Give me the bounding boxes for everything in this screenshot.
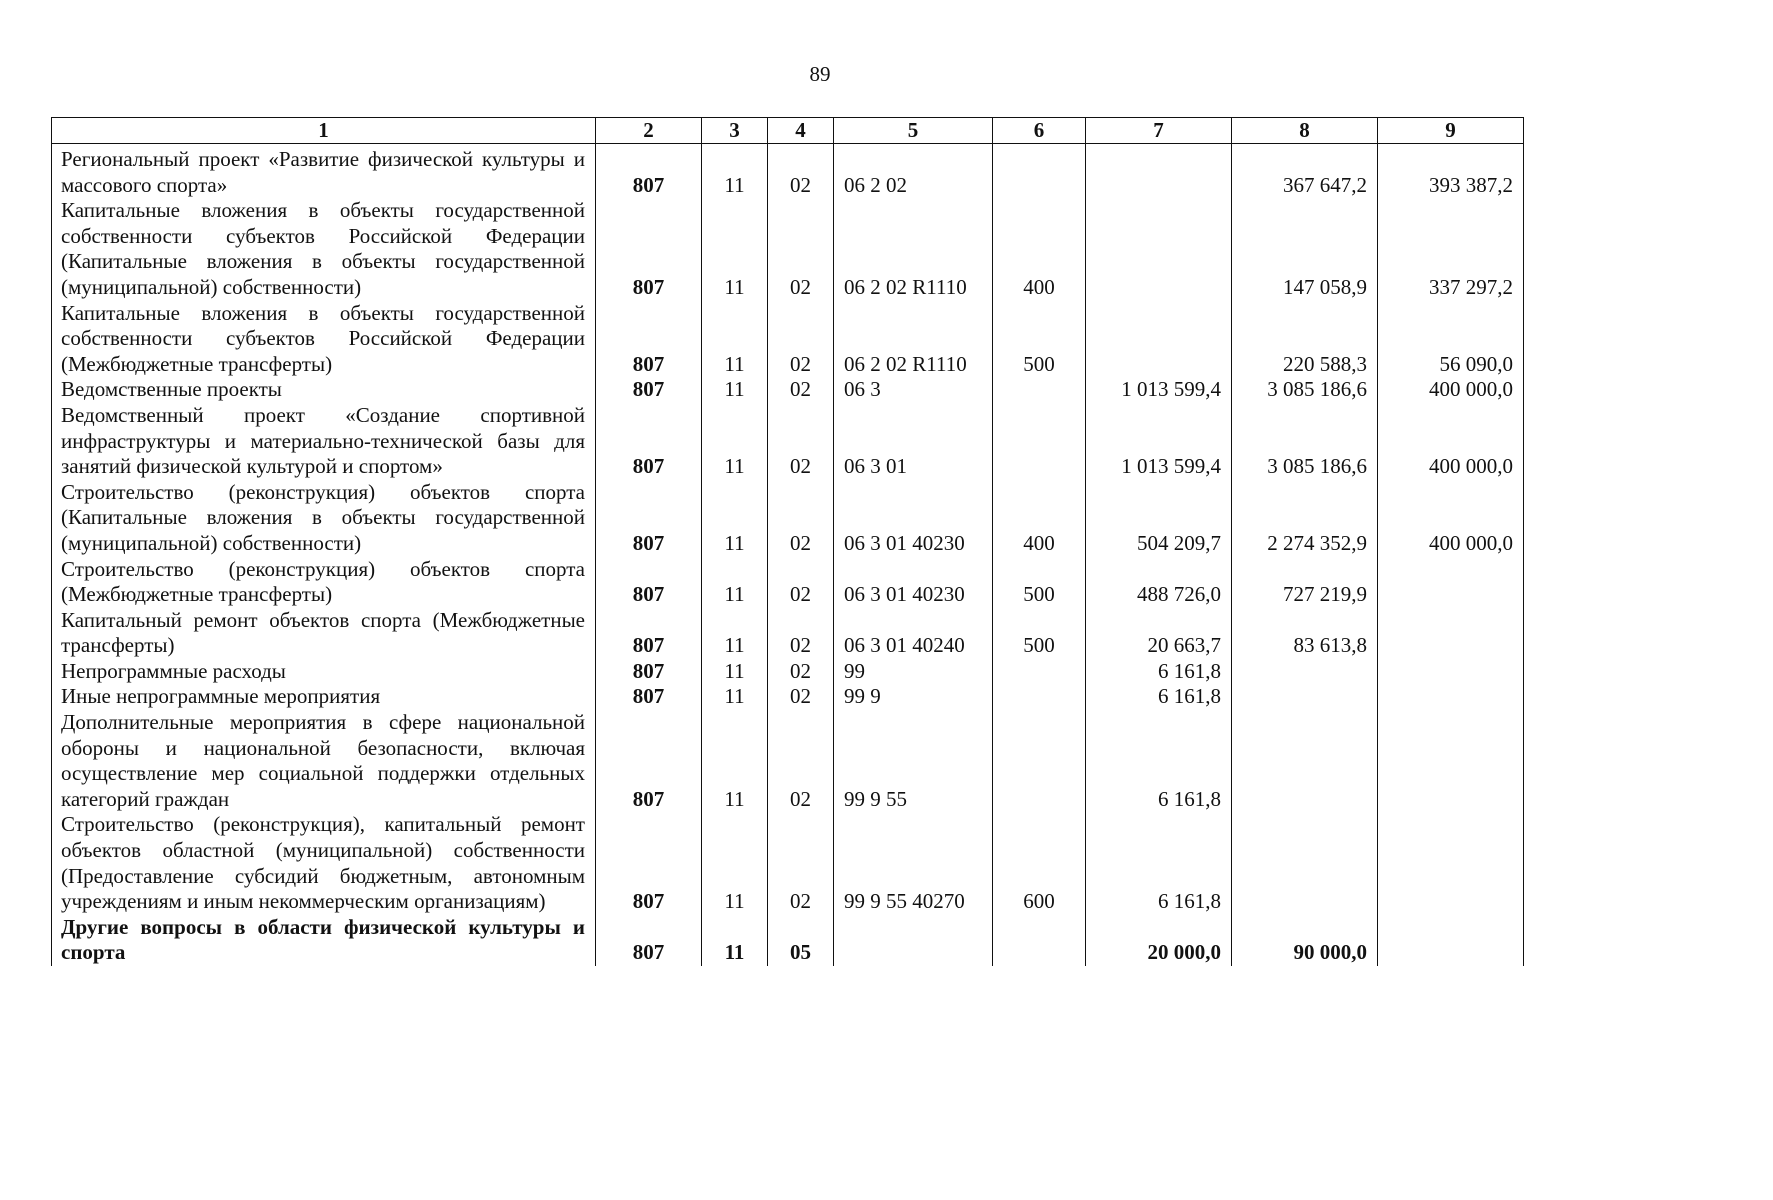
table-row bbox=[52, 480, 1524, 557]
cell-section: 11 bbox=[702, 915, 768, 966]
cell-expense-type bbox=[993, 915, 1086, 966]
cell-amount-col9 bbox=[1378, 812, 1524, 914]
cell-amount-col9: 56 090,0 bbox=[1378, 301, 1524, 378]
column-header: 7 bbox=[1086, 118, 1232, 144]
cell-amount-col7: 20 000,0 bbox=[1086, 915, 1232, 966]
row-name: Капитальные вложения в объекты государственной собственности субъектов Российской Федерации (Межбюджетные трансферты) bbox=[52, 301, 596, 378]
table-row bbox=[52, 198, 1524, 300]
row-name: Строительство (реконструкция) объектов спорта (Капитальные вложения в объекты государственной (муниципальной) собственности) bbox=[52, 480, 596, 557]
cell-amount-col7: 6 161,8 bbox=[1086, 659, 1232, 685]
page-number: 89 bbox=[809, 62, 831, 86]
cell-expense-type: 500 bbox=[993, 557, 1086, 608]
cell-amount-col8: 367 647,2 bbox=[1232, 144, 1378, 199]
table-row bbox=[52, 608, 1524, 659]
table-row bbox=[52, 710, 1524, 812]
table-row bbox=[52, 684, 1524, 710]
cell-target-article: 06 3 01 40240 bbox=[834, 608, 993, 659]
cell-amount-col7 bbox=[1086, 198, 1232, 300]
cell-amount-col9: 337 297,2 bbox=[1378, 198, 1524, 300]
cell-amount-col9 bbox=[1378, 915, 1524, 966]
cell-amount-col7: 6 161,8 bbox=[1086, 710, 1232, 812]
cell-target-article bbox=[834, 915, 993, 966]
row-name: Капитальные вложения в объекты государственной собственности субъектов Российской Федерации (Капитальные вложения в объекты государственной (муниципальной) собственности) bbox=[52, 198, 596, 300]
cell-amount-col8: 3 085 186,6 bbox=[1232, 377, 1378, 403]
cell-target-article: 06 3 01 bbox=[834, 403, 993, 480]
column-header: 5 bbox=[834, 118, 993, 144]
cell-amount-col9 bbox=[1378, 710, 1524, 812]
cell-amount-col8: 147 058,9 bbox=[1232, 198, 1378, 300]
table-row bbox=[52, 915, 1524, 966]
cell-ministry-code: 807 bbox=[596, 684, 702, 710]
row-name: Непрограммные расходы bbox=[52, 659, 596, 685]
cell-amount-col8: 83 613,8 bbox=[1232, 608, 1378, 659]
cell-amount-col9: 400 000,0 bbox=[1378, 403, 1524, 480]
cell-amount-col9: 400 000,0 bbox=[1378, 480, 1524, 557]
cell-ministry-code: 807 bbox=[596, 301, 702, 378]
cell-amount-col8 bbox=[1232, 659, 1378, 685]
row-name: Иные непрограммные мероприятия bbox=[52, 684, 596, 710]
cell-amount-col8 bbox=[1232, 710, 1378, 812]
cell-expense-type bbox=[993, 710, 1086, 812]
cell-expense-type bbox=[993, 659, 1086, 685]
cell-amount-col9: 400 000,0 bbox=[1378, 377, 1524, 403]
cell-subsection: 02 bbox=[768, 684, 834, 710]
cell-ministry-code: 807 bbox=[596, 198, 702, 300]
cell-amount-col9 bbox=[1378, 557, 1524, 608]
cell-expense-type: 500 bbox=[993, 608, 1086, 659]
cell-amount-col7: 1 013 599,4 bbox=[1086, 377, 1232, 403]
cell-expense-type: 500 bbox=[993, 301, 1086, 378]
cell-expense-type bbox=[993, 684, 1086, 710]
cell-amount-col7: 20 663,7 bbox=[1086, 608, 1232, 659]
cell-subsection: 02 bbox=[768, 480, 834, 557]
cell-amount-col8: 90 000,0 bbox=[1232, 915, 1378, 966]
cell-amount-col7: 488 726,0 bbox=[1086, 557, 1232, 608]
row-name: Другие вопросы в области физической культуры и спорта bbox=[52, 915, 596, 966]
cell-amount-col9 bbox=[1378, 659, 1524, 685]
row-name: Строительство (реконструкция) объектов спорта (Межбюджетные трансферты) bbox=[52, 557, 596, 608]
cell-target-article: 99 9 55 bbox=[834, 710, 993, 812]
cell-section: 11 bbox=[702, 144, 768, 199]
cell-amount-col7: 1 013 599,4 bbox=[1086, 403, 1232, 480]
cell-subsection: 02 bbox=[768, 377, 834, 403]
cell-expense-type: 600 bbox=[993, 812, 1086, 914]
budget-table bbox=[51, 117, 1524, 966]
table-row bbox=[52, 659, 1524, 685]
column-header: 6 bbox=[993, 118, 1086, 144]
row-name: Ведомственные проекты bbox=[52, 377, 596, 403]
cell-target-article: 06 2 02 R1110 bbox=[834, 301, 993, 378]
cell-amount-col8: 220 588,3 bbox=[1232, 301, 1378, 378]
cell-section: 11 bbox=[702, 608, 768, 659]
cell-amount-col7: 6 161,8 bbox=[1086, 812, 1232, 914]
column-header: 3 bbox=[702, 118, 768, 144]
cell-target-article: 06 3 01 40230 bbox=[834, 557, 993, 608]
table-row bbox=[52, 812, 1524, 914]
cell-amount-col9 bbox=[1378, 608, 1524, 659]
cell-target-article: 06 2 02 bbox=[834, 144, 993, 199]
cell-expense-type: 400 bbox=[993, 198, 1086, 300]
cell-target-article: 99 bbox=[834, 659, 993, 685]
cell-amount-col8 bbox=[1232, 812, 1378, 914]
cell-ministry-code: 807 bbox=[596, 480, 702, 557]
cell-section: 11 bbox=[702, 480, 768, 557]
cell-section: 11 bbox=[702, 377, 768, 403]
cell-amount-col7: 6 161,8 bbox=[1086, 684, 1232, 710]
column-header: 8 bbox=[1232, 118, 1378, 144]
cell-section: 11 bbox=[702, 812, 768, 914]
cell-subsection: 02 bbox=[768, 198, 834, 300]
cell-ministry-code: 807 bbox=[596, 659, 702, 685]
table-row bbox=[52, 301, 1524, 378]
cell-section: 11 bbox=[702, 403, 768, 480]
cell-amount-col9 bbox=[1378, 684, 1524, 710]
cell-subsection: 02 bbox=[768, 608, 834, 659]
cell-target-article: 99 9 bbox=[834, 684, 993, 710]
cell-subsection: 02 bbox=[768, 301, 834, 378]
cell-target-article: 06 3 bbox=[834, 377, 993, 403]
cell-expense-type bbox=[993, 403, 1086, 480]
header-row bbox=[52, 118, 1524, 144]
row-name: Региональный проект «Развитие физической культуры и массового спорта» bbox=[52, 144, 596, 199]
cell-expense-type: 400 bbox=[993, 480, 1086, 557]
table-row bbox=[52, 403, 1524, 480]
cell-ministry-code: 807 bbox=[596, 812, 702, 914]
cell-section: 11 bbox=[702, 301, 768, 378]
table-row bbox=[52, 377, 1524, 403]
cell-ministry-code: 807 bbox=[596, 915, 702, 966]
cell-ministry-code: 807 bbox=[596, 144, 702, 199]
cell-target-article: 06 2 02 R1110 bbox=[834, 198, 993, 300]
cell-subsection: 02 bbox=[768, 710, 834, 812]
cell-subsection: 02 bbox=[768, 659, 834, 685]
table-body bbox=[52, 144, 1524, 967]
column-header: 2 bbox=[596, 118, 702, 144]
row-name: Ведомственный проект «Создание спортивной инфраструктуры и материально-технической базы для занятий физической культурой и спортом» bbox=[52, 403, 596, 480]
column-header: 1 bbox=[52, 118, 596, 144]
cell-amount-col9: 393 387,2 bbox=[1378, 144, 1524, 199]
row-name: Строительство (реконструкция), капитальный ремонт объектов областной (муниципальной) собственности (Предоставление субсидий бюджетным, автономным учреждениям и иным некоммерческим организациям) bbox=[52, 812, 596, 914]
cell-ministry-code: 807 bbox=[596, 710, 702, 812]
cell-amount-col8: 3 085 186,6 bbox=[1232, 403, 1378, 480]
cell-subsection: 05 bbox=[768, 915, 834, 966]
cell-ministry-code: 807 bbox=[596, 557, 702, 608]
row-name: Капитальный ремонт объектов спорта (Межбюджетные трансферты) bbox=[52, 608, 596, 659]
cell-section: 11 bbox=[702, 659, 768, 685]
cell-subsection: 02 bbox=[768, 403, 834, 480]
cell-amount-col7: 504 209,7 bbox=[1086, 480, 1232, 557]
cell-subsection: 02 bbox=[768, 144, 834, 199]
table-row bbox=[52, 144, 1524, 199]
cell-amount-col8 bbox=[1232, 684, 1378, 710]
table-row bbox=[52, 557, 1524, 608]
cell-target-article: 06 3 01 40230 bbox=[834, 480, 993, 557]
cell-section: 11 bbox=[702, 684, 768, 710]
cell-section: 11 bbox=[702, 710, 768, 812]
cell-section: 11 bbox=[702, 557, 768, 608]
cell-ministry-code: 807 bbox=[596, 403, 702, 480]
cell-subsection: 02 bbox=[768, 812, 834, 914]
row-name: Дополнительные мероприятия в сфере национальной обороны и национальной безопасности, включая осуществление мер социальной поддержки отдельных категорий граждан bbox=[52, 710, 596, 812]
cell-expense-type bbox=[993, 377, 1086, 403]
cell-ministry-code: 807 bbox=[596, 608, 702, 659]
column-header: 9 bbox=[1378, 118, 1524, 144]
cell-amount-col8: 2 274 352,9 bbox=[1232, 480, 1378, 557]
cell-expense-type bbox=[993, 144, 1086, 199]
cell-amount-col7 bbox=[1086, 144, 1232, 199]
column-header: 4 bbox=[768, 118, 834, 144]
cell-amount-col7 bbox=[1086, 301, 1232, 378]
cell-subsection: 02 bbox=[768, 557, 834, 608]
cell-amount-col8: 727 219,9 bbox=[1232, 557, 1378, 608]
cell-ministry-code: 807 bbox=[596, 377, 702, 403]
cell-section: 11 bbox=[702, 198, 768, 300]
cell-target-article: 99 9 55 40270 bbox=[834, 812, 993, 914]
